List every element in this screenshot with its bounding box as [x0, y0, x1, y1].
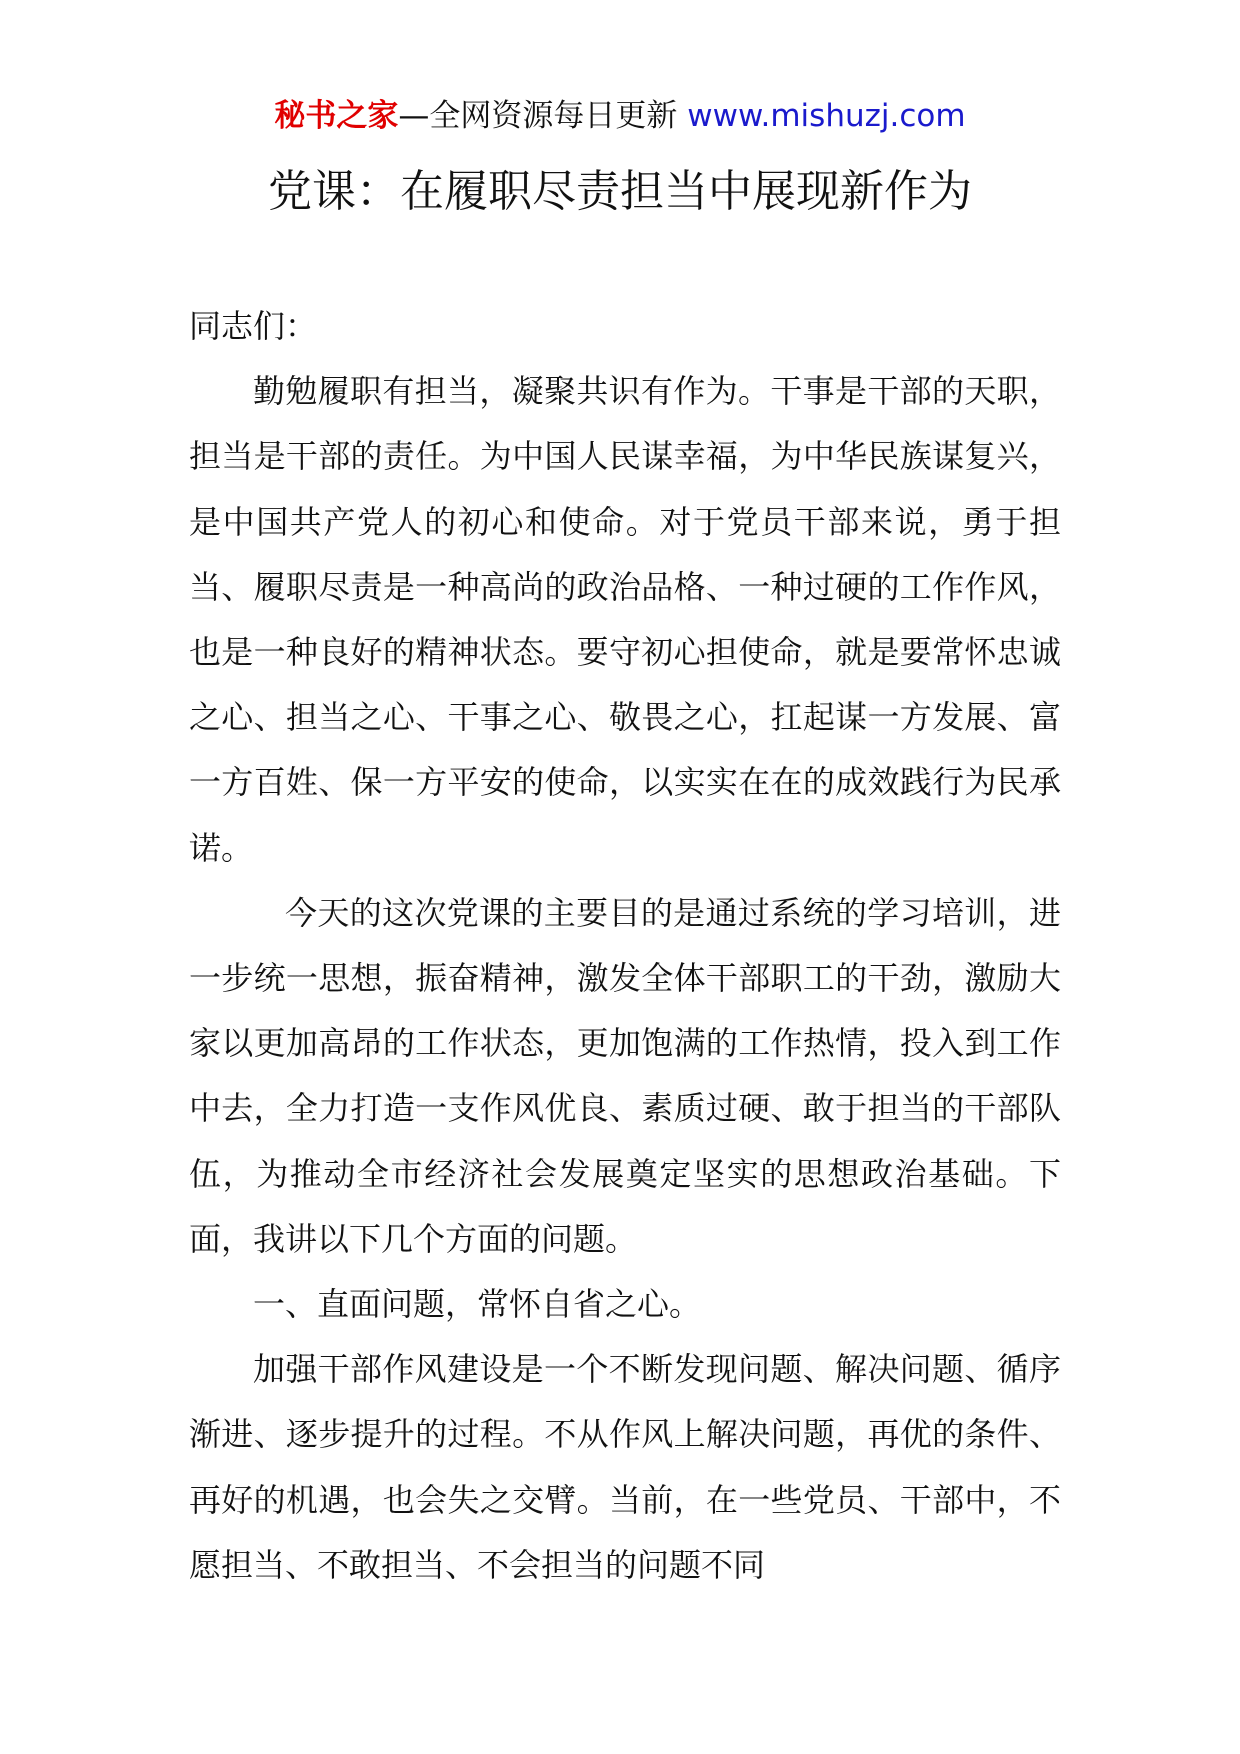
section-heading: 一、直面问题，常怀自省之心。: [253, 1285, 702, 1324]
paragraph-purpose: 今天的这次党课的主要目的是通过系统的学习培训，进一步统一思想，振奋精神，激发全体干部职工的干劲，激励大家以更加高昂的工作状态，更加饱满的工作热情，投入到工作中去，全力打造一支作风优良、素质过硬、敢于担当的干部队伍，为推动全市经济社会发展奠定坚实的思想政治基础。下面，我讲以下几个方面的问题。: [189, 893, 1061, 1258]
site-url[interactable]: www.mishuzj.com: [687, 98, 966, 134]
brand-name: 秘书之家: [274, 98, 399, 134]
document-title: 党课：在履职尽责担当中展现新作为: [268, 166, 972, 217]
site-header: [0, 96, 1240, 136]
paragraph-intro: 勤勉履职有担当，凝聚共识有作为。干事是干部的天职，担当是干部的责任。为中国人民谋幸福，为中华民族谋复兴，是中国共产党人的初心和使命。对于党员干部来说，勇于担当、履职尽责是一种高尚的政治品格、一种过硬的工作作风，也是一种良好的精神状态。要守初心担使命，就是要常怀忠诚之心、担当之心、干事之心、敬畏之心，扛起谋一方发展、富一方百姓、保一方平安的使命，以实实在在的成效践行为民承诺。: [189, 372, 1061, 867]
document-body: [189, 294, 1061, 1598]
header-slogan: —全网资源每日更新: [398, 98, 688, 134]
section-paragraph: 加强干部作风建设是一个不断发现问题、解决问题、循序渐进、逐步提升的过程。不从作风上解决问题，再优的条件、再好的机遇，也会失之交臂。当前，在一些党员、干部中，不愿担当、不敢担当、不会担当的问题不同: [189, 1350, 1061, 1584]
salutation: 同志们：: [189, 307, 318, 345]
